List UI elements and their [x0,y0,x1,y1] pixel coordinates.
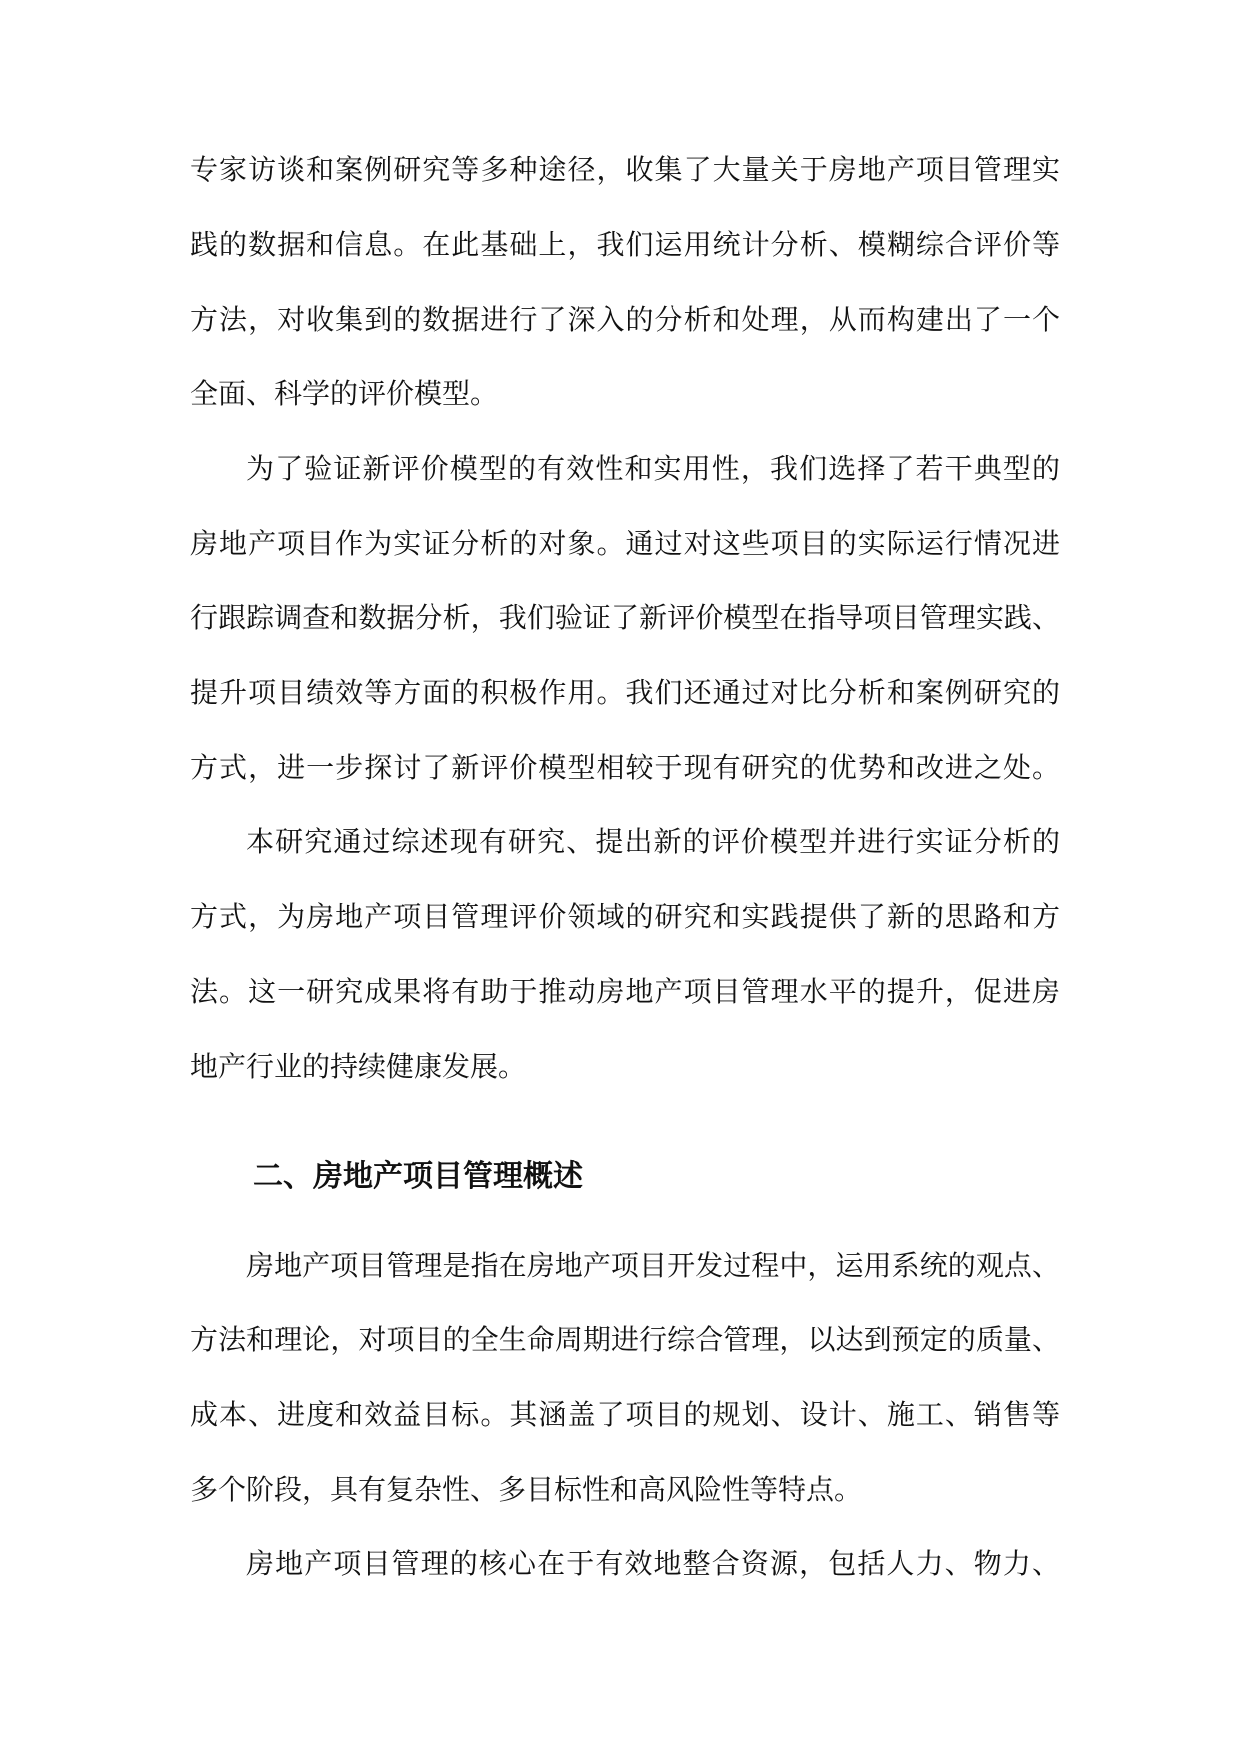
section-heading: 二、房地产项目管理概述 [253,1159,583,1194]
section-paragraph-2-line-1: 房地产项目管理的核心在于有效地整合资源，包括人力、物力、 [246,1547,1060,1580]
paragraph-2-line-5: 方式，进一步探讨了新评价模型相较于现有研究的优势和改进之处。 [190,751,1060,784]
paragraph-2-line-1: 为了验证新评价模型的有效性和实用性，我们选择了若干典型的 [246,452,1060,485]
section-paragraph-1-line-3: 成本、进度和效益目标。其涵盖了项目的规划、设计、施工、销售等 [190,1398,1060,1431]
paragraph-3-line-4: 地产行业的持续健康发展。 [190,1050,527,1083]
paragraph-3-line-1: 本研究通过综述现有研究、提出新的评价模型并进行实证分析的 [246,825,1060,858]
paragraph-2-line-3: 行跟踪调查和数据分析，我们验证了新评价模型在指导项目管理实践、 [190,601,1060,634]
paragraph-1-line-1: 专家访谈和案例研究等多种途径，收集了大量关于房地产项目管理实 [190,153,1060,186]
paragraph-2-line-4: 提升项目绩效等方面的积极作用。我们还通过对比分析和案例研究的 [190,676,1060,709]
section-paragraph-1-line-4: 多个阶段，具有复杂性、多目标性和高风险性等特点。 [190,1473,863,1506]
paragraph-3-line-2: 方式，为房地产项目管理评价领域的研究和实践提供了新的思路和方 [190,900,1060,933]
paragraph-3-line-3: 法。这一研究成果将有助于推动房地产项目管理水平的提升，促进房 [190,975,1060,1008]
paragraph-2-line-2: 房地产项目作为实证分析的对象。通过对这些项目的实际运行情况进 [190,527,1060,560]
paragraph-1-line-4: 全面、科学的评价模型。 [190,377,499,410]
section-paragraph-1-line-1: 房地产项目管理是指在房地产项目开发过程中，运用系统的观点、 [246,1249,1060,1282]
paragraph-1-line-3: 方法，对收集到的数据进行了深入的分析和处理，从而构建出了一个 [190,303,1060,336]
section-paragraph-1-line-2: 方法和理论，对项目的全生命周期进行综合管理，以达到预定的质量、 [190,1323,1060,1356]
paragraph-1-line-2: 践的数据和信息。在此基础上，我们运用统计分析、模糊综合评价等 [190,228,1060,261]
